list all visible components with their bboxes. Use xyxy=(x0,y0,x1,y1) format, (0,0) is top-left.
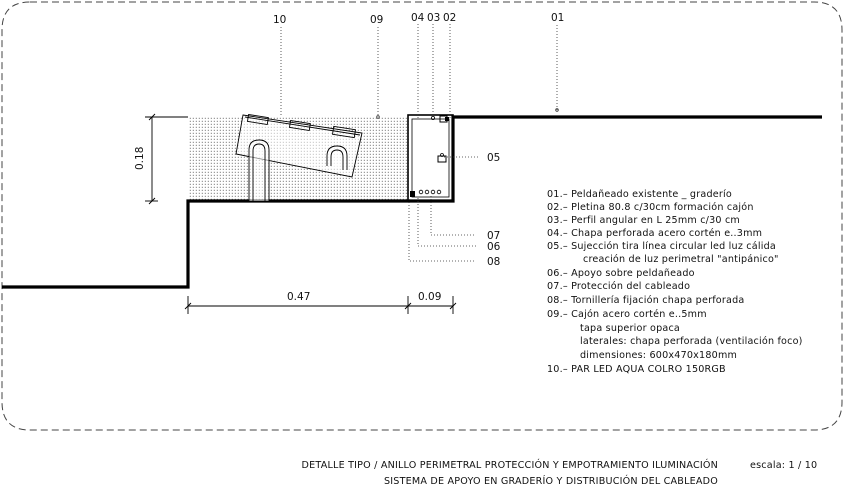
legend-item-09-cont3: dimensiones: 600x470x180mm xyxy=(580,350,738,361)
legend-item-04: 04.– Chapa perforada acero cortén e..3mm xyxy=(547,228,763,239)
steel-box xyxy=(408,115,453,201)
callout-06: 06 xyxy=(487,241,501,253)
legend-item-09: 09.– Cajón acero cortén e..5mm xyxy=(547,309,707,320)
legend-item-05-cont: creación de luz perimetral "antipánico" xyxy=(583,254,779,265)
callout-10: 10 xyxy=(273,14,287,26)
legend-item-07: 07.– Protección del cableado xyxy=(547,281,691,292)
dimension-box-width-label: 0.09 xyxy=(418,291,442,303)
callout-07: 07 xyxy=(487,230,501,242)
legend-item-03: 03.– Perfil angular en L 25mm c/30 cm xyxy=(547,215,740,226)
title-line-1: DETALLE TIPO / ANILLO PERIMETRAL PROTECCIÓN Y EMPOTRAMIENTO ILUMINACIÓN xyxy=(301,460,718,471)
callout-09: 09 xyxy=(370,14,384,26)
legend-item-05: 05.– Sujección tira línea circular led luz cálida xyxy=(547,241,776,252)
title-block xyxy=(302,458,818,487)
dimension-height-label: 0.18 xyxy=(134,146,146,170)
dimension-step-width-label: 0.47 xyxy=(287,291,311,303)
legend-item-09-cont2: laterales: chapa perforada (ventilación foco) xyxy=(580,336,803,347)
callout-08: 08 xyxy=(487,256,501,268)
legend-item-06: 06.– Apoyo sobre peldañeado xyxy=(547,268,695,279)
legend xyxy=(547,188,803,375)
title-line-2: SISTEMA DE APOYO EN GRADERÍO Y DISTRIBUCIÓN DEL CABLEADO xyxy=(383,476,718,487)
legend-item-02: 02.– Pletina 80.8 c/30cm formación cajón xyxy=(547,202,754,213)
callout-02: 02 xyxy=(443,12,457,24)
legend-item-10: 10.– PAR LED AQUA COLRO 150RGB xyxy=(547,364,726,375)
legend-item-09-cont1: tapa superior opaca xyxy=(580,323,680,334)
legend-item-08: 08.– Tornillería fijación chapa perforada xyxy=(547,295,745,306)
callout-04: 04 xyxy=(411,12,425,24)
callout-05: 05 xyxy=(487,152,501,164)
callout-01: 01 xyxy=(551,12,565,24)
callout-03: 03 xyxy=(427,12,441,24)
legend-item-01: 01.– Peldañeado existente _ graderío xyxy=(547,189,732,200)
scale-label: escala: 1 / 10 xyxy=(750,460,818,471)
